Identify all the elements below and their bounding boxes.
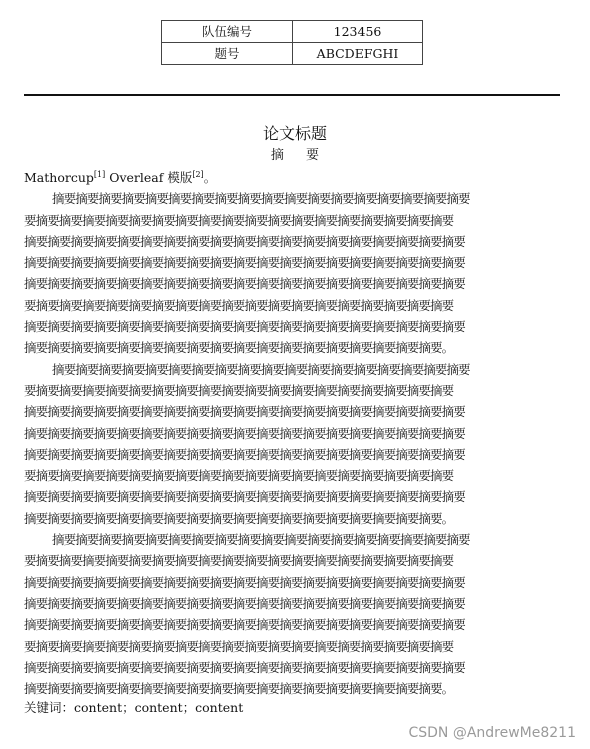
csdn-watermark: CSDN @AndrewMe8211 bbox=[408, 725, 576, 741]
paragraph-line: 摘要摘要摘要摘要摘要摘要摘要摘要摘要摘要摘要摘要摘要摘要摘要摘要摘要摘要摘要 bbox=[24, 276, 465, 292]
paragraph-line: 要摘要摘要摘要摘要摘要摘要摘要摘要摘要摘要摘要摘要摘要摘要摘要摘要摘要摘要 bbox=[24, 468, 454, 484]
intro-text-mathorcup: Mathorcup bbox=[24, 170, 94, 185]
paragraph-line: 摘要摘要摘要摘要摘要摘要摘要摘要摘要摘要摘要摘要摘要摘要摘要摘要摘要摘要摘要 bbox=[24, 233, 465, 249]
keywords-line bbox=[24, 698, 243, 718]
team-info-table bbox=[161, 20, 423, 65]
paragraph-line: 摘要摘要摘要摘要摘要摘要摘要摘要摘要摘要摘要摘要摘要摘要摘要摘要摘要摘要。 bbox=[24, 681, 454, 697]
intro-line bbox=[24, 167, 560, 188]
paragraph-line: 摘要摘要摘要摘要摘要摘要摘要摘要摘要摘要摘要摘要摘要摘要摘要摘要摘要摘要。 bbox=[24, 340, 454, 356]
paragraph-line: 要摘要摘要摘要摘要摘要摘要摘要摘要摘要摘要摘要摘要摘要摘要摘要摘要摘要摘要 bbox=[24, 297, 454, 313]
paragraph-line: 摘要摘要摘要摘要摘要摘要摘要摘要摘要摘要摘要摘要摘要摘要摘要摘要摘要摘要 bbox=[52, 191, 470, 207]
abstract-paragraph-2 bbox=[24, 359, 560, 529]
abstract-paragraph-1 bbox=[24, 188, 560, 358]
paragraph-line: 要摘要摘要摘要摘要摘要摘要摘要摘要摘要摘要摘要摘要摘要摘要摘要摘要摘要摘要 bbox=[24, 638, 454, 654]
paragraph-line: 摘要摘要摘要摘要摘要摘要摘要摘要摘要摘要摘要摘要摘要摘要摘要摘要摘要摘要。 bbox=[24, 510, 454, 526]
paragraph-line: 摘要摘要摘要摘要摘要摘要摘要摘要摘要摘要摘要摘要摘要摘要摘要摘要摘要摘要摘要 bbox=[24, 446, 465, 462]
paragraph-line: 要摘要摘要摘要摘要摘要摘要摘要摘要摘要摘要摘要摘要摘要摘要摘要摘要摘要摘要 bbox=[24, 553, 454, 569]
team-number-row bbox=[162, 21, 423, 43]
paragraph-line: 摘要摘要摘要摘要摘要摘要摘要摘要摘要摘要摘要摘要摘要摘要摘要摘要摘要摘要摘要 bbox=[24, 489, 465, 505]
paragraph-line: 摘要摘要摘要摘要摘要摘要摘要摘要摘要摘要摘要摘要摘要摘要摘要摘要摘要摘要摘要 bbox=[24, 574, 465, 590]
intro-text-overleaf: Overleaf 模版 bbox=[105, 170, 193, 185]
paragraph-line: 摘要摘要摘要摘要摘要摘要摘要摘要摘要摘要摘要摘要摘要摘要摘要摘要摘要摘要摘要 bbox=[24, 255, 465, 271]
team-number-label: 队伍编号 bbox=[162, 21, 293, 43]
paragraph-line: 摘要摘要摘要摘要摘要摘要摘要摘要摘要摘要摘要摘要摘要摘要摘要摘要摘要摘要摘要 bbox=[24, 404, 465, 420]
abstract-paragraph-3 bbox=[24, 529, 560, 699]
paragraph-line: 摘要摘要摘要摘要摘要摘要摘要摘要摘要摘要摘要摘要摘要摘要摘要摘要摘要摘要摘要 bbox=[24, 595, 465, 611]
citation-2[interactable]: [2] bbox=[192, 170, 204, 179]
abstract-body bbox=[24, 167, 560, 699]
team-number-value: 123456 bbox=[293, 21, 423, 43]
problem-number-value: ABCDEFGHI bbox=[293, 43, 423, 65]
abstract-heading: 摘 要 bbox=[270, 148, 329, 163]
paragraph-line: 摘要摘要摘要摘要摘要摘要摘要摘要摘要摘要摘要摘要摘要摘要摘要摘要摘要摘要摘要 bbox=[24, 425, 465, 441]
problem-number-label: 题号 bbox=[162, 43, 293, 65]
keywords-list: content；content；content bbox=[74, 700, 244, 715]
paragraph-line: 要摘要摘要摘要摘要摘要摘要摘要摘要摘要摘要摘要摘要摘要摘要摘要摘要摘要摘要 bbox=[24, 382, 454, 398]
paragraph-line: 摘要摘要摘要摘要摘要摘要摘要摘要摘要摘要摘要摘要摘要摘要摘要摘要摘要摘要摘要 bbox=[24, 319, 465, 335]
problem-number-row bbox=[162, 43, 423, 65]
keywords-label: 关键词： bbox=[24, 700, 75, 715]
intro-text-end: 。 bbox=[203, 170, 217, 185]
header-rule bbox=[24, 94, 560, 96]
paragraph-line: 摘要摘要摘要摘要摘要摘要摘要摘要摘要摘要摘要摘要摘要摘要摘要摘要摘要摘要摘要 bbox=[24, 617, 465, 633]
paragraph-line: 摘要摘要摘要摘要摘要摘要摘要摘要摘要摘要摘要摘要摘要摘要摘要摘要摘要摘要摘要 bbox=[24, 659, 465, 675]
paragraph-line: 摘要摘要摘要摘要摘要摘要摘要摘要摘要摘要摘要摘要摘要摘要摘要摘要摘要摘要 bbox=[52, 532, 470, 548]
citation-1[interactable]: [1] bbox=[93, 170, 106, 179]
paragraph-line: 摘要摘要摘要摘要摘要摘要摘要摘要摘要摘要摘要摘要摘要摘要摘要摘要摘要摘要 bbox=[52, 361, 470, 377]
paragraph-line: 要摘要摘要摘要摘要摘要摘要摘要摘要摘要摘要摘要摘要摘要摘要摘要摘要摘要摘要 bbox=[24, 212, 454, 228]
paper-title: 论文标题 bbox=[262, 124, 327, 143]
